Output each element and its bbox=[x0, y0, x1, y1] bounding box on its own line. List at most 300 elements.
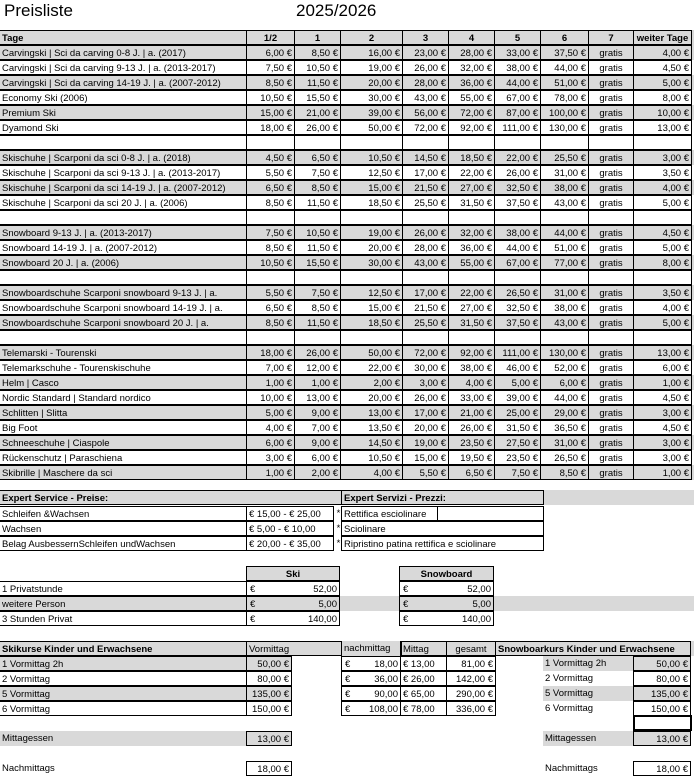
extra-day-cell[interactable]: 3,00 € bbox=[633, 150, 692, 165]
snowboard-course-price[interactable]: 50,00 € bbox=[633, 656, 691, 671]
day-7-cell[interactable]: gratis bbox=[588, 120, 634, 135]
course-vormittag-price[interactable]: 135,00 € bbox=[246, 686, 292, 701]
item-cell[interactable]: Snowboardschuhe Scarponi snowboard 9-13 J. | a. bbox=[0, 285, 247, 300]
day-2-cell[interactable]: 20,00 € bbox=[340, 390, 403, 405]
empty-cell[interactable] bbox=[633, 270, 692, 285]
half-day-cell[interactable]: 8,50 € bbox=[246, 240, 295, 255]
half-day-cell[interactable]: 5,00 € bbox=[246, 405, 295, 420]
day-3-cell[interactable]: 21,50 € bbox=[402, 300, 449, 315]
day-2-cell[interactable]: 18,50 € bbox=[340, 195, 403, 210]
day-6-cell[interactable]: 51,00 € bbox=[540, 240, 589, 255]
empty-cell[interactable] bbox=[294, 330, 341, 345]
day-6-cell[interactable]: 44,00 € bbox=[540, 60, 589, 75]
extra-day-cell[interactable]: 10,00 € bbox=[633, 105, 692, 120]
day-2-cell[interactable]: 12,50 € bbox=[340, 165, 403, 180]
item-cell[interactable]: Carvingski | Sci da carving 14-19 J. | a. (2007-2012) bbox=[0, 75, 247, 90]
service-name-de[interactable]: Wachsen bbox=[0, 521, 247, 536]
header-day-6[interactable]: 6 bbox=[540, 30, 589, 45]
day-3-cell[interactable]: 26,00 € bbox=[402, 225, 449, 240]
day-7-cell[interactable]: gratis bbox=[588, 60, 634, 75]
course-label[interactable]: 6 Vormittag bbox=[0, 701, 247, 716]
private-snowboard-price[interactable]: 5,00 € bbox=[399, 596, 494, 611]
header-half-day[interactable]: 1/2 bbox=[246, 30, 295, 45]
day-1-cell[interactable]: 13,00 € bbox=[294, 390, 341, 405]
day-7-cell[interactable]: gratis bbox=[588, 180, 634, 195]
half-day-cell[interactable]: 1,00 € bbox=[246, 465, 295, 480]
half-day-cell[interactable]: 15,00 € bbox=[246, 105, 295, 120]
extra-day-cell[interactable]: 3,00 € bbox=[633, 450, 692, 465]
course-total-price[interactable]: 336,00 € bbox=[446, 701, 496, 716]
day-6-cell[interactable]: 36,50 € bbox=[540, 420, 589, 435]
day-7-cell[interactable]: gratis bbox=[588, 195, 634, 210]
header-day-2[interactable]: 2 bbox=[340, 30, 403, 45]
day-1-cell[interactable]: 8,50 € bbox=[294, 180, 341, 195]
half-day-cell[interactable]: 7,50 € bbox=[246, 60, 295, 75]
day-6-cell[interactable]: 31,00 € bbox=[540, 435, 589, 450]
day-6-cell[interactable]: 130,00 € bbox=[540, 345, 589, 360]
course-nachmittag-price[interactable]: 18,00 € bbox=[341, 656, 401, 671]
day-2-cell[interactable]: 50,00 € bbox=[340, 345, 403, 360]
empty-cell[interactable] bbox=[402, 330, 449, 345]
day-2-cell[interactable]: 10,50 € bbox=[340, 450, 403, 465]
day-4-cell[interactable]: 26,00 € bbox=[448, 420, 495, 435]
item-cell[interactable]: Telemarski - Tourenski bbox=[0, 345, 247, 360]
empty-cell[interactable] bbox=[588, 330, 634, 345]
day-4-cell[interactable]: 27,00 € bbox=[448, 300, 495, 315]
day-2-cell[interactable]: 4,00 € bbox=[340, 465, 403, 480]
extra-day-cell[interactable]: 3,00 € bbox=[633, 435, 692, 450]
half-day-cell[interactable]: 18,00 € bbox=[246, 345, 295, 360]
half-day-cell[interactable]: 4,00 € bbox=[246, 420, 295, 435]
course-total-price[interactable]: 290,00 € bbox=[446, 686, 496, 701]
day-7-cell[interactable]: gratis bbox=[588, 285, 634, 300]
day-7-cell[interactable]: gratis bbox=[588, 360, 634, 375]
course-label[interactable]: 5 Vormittag bbox=[0, 686, 247, 701]
header-day-3[interactable]: 3 bbox=[402, 30, 449, 45]
day-2-cell[interactable]: 30,00 € bbox=[340, 90, 403, 105]
day-7-cell[interactable]: gratis bbox=[588, 390, 634, 405]
day-6-cell[interactable]: 51,00 € bbox=[540, 75, 589, 90]
course-label[interactable]: 1 Vormittag 2h bbox=[0, 656, 247, 671]
item-cell[interactable]: Premium Ski bbox=[0, 105, 247, 120]
day-2-cell[interactable]: 50,00 € bbox=[340, 120, 403, 135]
item-cell[interactable]: Snowboardschuhe Scarponi snowboard 20 J. | a. bbox=[0, 315, 247, 330]
day-1-cell[interactable]: 15,50 € bbox=[294, 255, 341, 270]
day-7-cell[interactable]: gratis bbox=[588, 315, 634, 330]
day-5-cell[interactable]: 32,50 € bbox=[494, 300, 541, 315]
course-mittag-price[interactable]: € 65,00 bbox=[400, 686, 447, 701]
extra-day-cell[interactable]: 13,00 € bbox=[633, 120, 692, 135]
extra-day-cell[interactable]: 4,50 € bbox=[633, 390, 692, 405]
day-7-cell[interactable]: gratis bbox=[588, 465, 634, 480]
empty-cell[interactable] bbox=[540, 210, 589, 225]
item-cell[interactable]: Skischuhe | Scarponi da sci 0-8 J. | a. (2018) bbox=[0, 150, 247, 165]
snowboard-course-price[interactable]: 150,00 € bbox=[633, 701, 691, 716]
empty-cell[interactable] bbox=[494, 210, 541, 225]
day-6-cell[interactable]: 29,00 € bbox=[540, 405, 589, 420]
day-4-cell[interactable]: 31,50 € bbox=[448, 315, 495, 330]
snowboard-afternoon-label[interactable]: Nachmittags bbox=[545, 763, 598, 774]
service-price[interactable]: € 5,00 - € 10,00 bbox=[246, 521, 334, 536]
item-cell[interactable]: Big Foot bbox=[0, 420, 247, 435]
course-nachmittag-price[interactable]: 108,00 € bbox=[341, 701, 401, 716]
day-1-cell[interactable]: 7,50 € bbox=[294, 165, 341, 180]
day-3-cell[interactable]: 5,50 € bbox=[402, 465, 449, 480]
header-day-1[interactable]: 1 bbox=[294, 30, 341, 45]
header-day-4[interactable]: 4 bbox=[448, 30, 495, 45]
day-6-cell[interactable]: 38,00 € bbox=[540, 180, 589, 195]
private-ski-price[interactable]: 5,00 € bbox=[246, 596, 340, 611]
day-6-cell[interactable]: 38,00 € bbox=[540, 300, 589, 315]
day-2-cell[interactable]: 15,00 € bbox=[340, 300, 403, 315]
empty-cell[interactable] bbox=[633, 135, 692, 150]
day-5-cell[interactable]: 67,00 € bbox=[494, 255, 541, 270]
day-4-cell[interactable]: 32,00 € bbox=[448, 225, 495, 240]
day-7-cell[interactable]: gratis bbox=[588, 225, 634, 240]
half-day-cell[interactable]: 5,50 € bbox=[246, 285, 295, 300]
empty-cell[interactable] bbox=[588, 270, 634, 285]
day-5-cell[interactable]: 22,00 € bbox=[494, 150, 541, 165]
day-4-cell[interactable]: 55,00 € bbox=[448, 90, 495, 105]
extra-day-cell[interactable]: 3,00 € bbox=[633, 405, 692, 420]
day-7-cell[interactable]: gratis bbox=[588, 255, 634, 270]
empty-cell[interactable] bbox=[448, 270, 495, 285]
service-name-de[interactable]: Belag AusbessernSchleifen undWachsen bbox=[0, 536, 247, 551]
day-1-cell[interactable]: 11,50 € bbox=[294, 75, 341, 90]
item-cell[interactable]: Snowboard 20 J. | a. (2006) bbox=[0, 255, 247, 270]
empty-cell[interactable] bbox=[340, 330, 403, 345]
day-1-cell[interactable]: 7,00 € bbox=[294, 420, 341, 435]
half-day-cell[interactable]: 10,00 € bbox=[246, 390, 295, 405]
day-3-cell[interactable]: 26,00 € bbox=[402, 390, 449, 405]
private-label[interactable]: 3 Stunden Privat bbox=[0, 611, 247, 626]
day-6-cell[interactable]: 43,00 € bbox=[540, 315, 589, 330]
day-1-cell[interactable]: 10,50 € bbox=[294, 225, 341, 240]
lunch-label[interactable]: Mittagessen bbox=[0, 731, 248, 746]
day-7-cell[interactable]: gratis bbox=[588, 165, 634, 180]
snowboard-course-label[interactable]: 2 Vormittag bbox=[545, 673, 594, 684]
day-7-cell[interactable]: gratis bbox=[588, 240, 634, 255]
empty-cell[interactable] bbox=[0, 210, 247, 225]
day-4-cell[interactable]: 92,00 € bbox=[448, 120, 495, 135]
half-day-cell[interactable]: 8,50 € bbox=[246, 195, 295, 210]
half-day-cell[interactable]: 6,00 € bbox=[246, 45, 295, 60]
day-5-cell[interactable]: 44,00 € bbox=[494, 240, 541, 255]
course-vormittag-price[interactable]: 80,00 € bbox=[246, 671, 292, 686]
empty-cell[interactable] bbox=[540, 330, 589, 345]
col-vormittag[interactable]: Vormittag bbox=[246, 641, 342, 656]
half-day-cell[interactable]: 1,00 € bbox=[246, 375, 295, 390]
item-cell[interactable]: Telemarkschuhe - Tourenskischuhe bbox=[0, 360, 247, 375]
day-1-cell[interactable]: 26,00 € bbox=[294, 120, 341, 135]
extra-day-cell[interactable]: 5,00 € bbox=[633, 240, 692, 255]
day-1-cell[interactable]: 9,00 € bbox=[294, 435, 341, 450]
extra-day-cell[interactable]: 4,00 € bbox=[633, 45, 692, 60]
empty-cell[interactable] bbox=[246, 135, 295, 150]
day-3-cell[interactable]: 28,00 € bbox=[402, 75, 449, 90]
empty-cell[interactable] bbox=[294, 210, 341, 225]
day-4-cell[interactable]: 92,00 € bbox=[448, 345, 495, 360]
day-5-cell[interactable]: 44,00 € bbox=[494, 75, 541, 90]
day-7-cell[interactable]: gratis bbox=[588, 45, 634, 60]
extra-day-cell[interactable]: 4,50 € bbox=[633, 420, 692, 435]
half-day-cell[interactable]: 6,50 € bbox=[246, 180, 295, 195]
col-mittag[interactable]: Mittag bbox=[400, 641, 447, 656]
day-3-cell[interactable]: 30,00 € bbox=[402, 360, 449, 375]
day-4-cell[interactable]: 55,00 € bbox=[448, 255, 495, 270]
col-gesamt[interactable]: gesamt bbox=[446, 641, 496, 656]
empty-cell[interactable] bbox=[340, 210, 403, 225]
day-4-cell[interactable]: 27,00 € bbox=[448, 180, 495, 195]
empty-cell[interactable] bbox=[402, 210, 449, 225]
day-5-cell[interactable]: 111,00 € bbox=[494, 345, 541, 360]
day-4-cell[interactable]: 36,00 € bbox=[448, 75, 495, 90]
day-5-cell[interactable]: 23,50 € bbox=[494, 450, 541, 465]
day-4-cell[interactable]: 38,00 € bbox=[448, 360, 495, 375]
day-5-cell[interactable]: 87,00 € bbox=[494, 105, 541, 120]
day-3-cell[interactable]: 72,00 € bbox=[402, 345, 449, 360]
empty-cell[interactable] bbox=[246, 210, 295, 225]
day-5-cell[interactable]: 38,00 € bbox=[494, 225, 541, 240]
day-5-cell[interactable]: 39,00 € bbox=[494, 390, 541, 405]
day-6-cell[interactable]: 44,00 € bbox=[540, 225, 589, 240]
ski-header[interactable]: Ski bbox=[246, 566, 340, 581]
empty-cell[interactable] bbox=[448, 210, 495, 225]
item-cell[interactable]: Skibrille | Maschere da sci bbox=[0, 465, 247, 480]
half-day-cell[interactable]: 7,50 € bbox=[246, 225, 295, 240]
half-day-cell[interactable]: 8,50 € bbox=[246, 75, 295, 90]
half-day-cell[interactable]: 4,50 € bbox=[246, 150, 295, 165]
day-5-cell[interactable]: 46,00 € bbox=[494, 360, 541, 375]
course-vormittag-price[interactable]: 150,00 € bbox=[246, 701, 292, 716]
day-5-cell[interactable]: 37,50 € bbox=[494, 195, 541, 210]
empty-cell[interactable] bbox=[246, 270, 295, 285]
day-3-cell[interactable]: 43,00 € bbox=[402, 90, 449, 105]
item-cell[interactable]: Carvingski | Sci da carving 9-13 J. | a. (2013-2017) bbox=[0, 60, 247, 75]
service-name-it[interactable]: Rettifica esciolinare bbox=[341, 506, 438, 521]
day-2-cell[interactable]: 19,00 € bbox=[340, 60, 403, 75]
snowboard-lunch-price[interactable]: 13,00 € bbox=[633, 731, 691, 746]
day-5-cell[interactable]: 25,00 € bbox=[494, 405, 541, 420]
extra-day-cell[interactable]: 13,00 € bbox=[633, 345, 692, 360]
header-item[interactable]: Tage bbox=[0, 30, 247, 45]
item-cell[interactable]: Helm | Casco bbox=[0, 375, 247, 390]
header-extra-day[interactable]: weiter Tage bbox=[633, 30, 692, 45]
course-mittag-price[interactable]: € 26,00 bbox=[400, 671, 447, 686]
service-name-it[interactable]: Sciolinare bbox=[341, 521, 544, 536]
extra-day-cell[interactable]: 8,00 € bbox=[633, 90, 692, 105]
private-ski-price[interactable]: 140,00 € bbox=[246, 611, 340, 626]
day-4-cell[interactable]: 18,50 € bbox=[448, 150, 495, 165]
day-2-cell[interactable]: 20,00 € bbox=[340, 75, 403, 90]
day-4-cell[interactable]: 22,00 € bbox=[448, 165, 495, 180]
snowboard-course-label[interactable]: 6 Vormittag bbox=[545, 703, 594, 714]
empty-cell[interactable] bbox=[0, 330, 247, 345]
item-cell[interactable]: Schneeschuhe | Ciaspole bbox=[0, 435, 247, 450]
extra-day-cell[interactable]: 3,50 € bbox=[633, 285, 692, 300]
day-3-cell[interactable]: 19,00 € bbox=[402, 435, 449, 450]
service-title-de[interactable]: Expert Service - Preise: bbox=[0, 490, 342, 505]
course-total-price[interactable]: 142,00 € bbox=[446, 671, 496, 686]
course-title[interactable]: Skikurse Kinder und Erwachsene bbox=[0, 641, 247, 656]
extra-day-cell[interactable]: 4,50 € bbox=[633, 225, 692, 240]
day-4-cell[interactable]: 32,00 € bbox=[448, 60, 495, 75]
day-3-cell[interactable]: 25,50 € bbox=[402, 315, 449, 330]
snowboard-course-label[interactable]: 1 Vormittag 2h bbox=[543, 656, 635, 671]
day-4-cell[interactable]: 72,00 € bbox=[448, 105, 495, 120]
item-cell[interactable]: Rückenschutz | Paraschiena bbox=[0, 450, 247, 465]
snowboard-afternoon-price[interactable]: 18,00 € bbox=[633, 761, 691, 776]
service-title-it[interactable]: Expert Servizi - Prezzi: bbox=[341, 490, 544, 505]
day-7-cell[interactable]: gratis bbox=[588, 150, 634, 165]
service-mark[interactable]: * bbox=[336, 538, 341, 549]
day-1-cell[interactable]: 9,00 € bbox=[294, 405, 341, 420]
half-day-cell[interactable]: 3,00 € bbox=[246, 450, 295, 465]
item-cell[interactable]: Schlitten | Slitta bbox=[0, 405, 247, 420]
day-6-cell[interactable]: 25,50 € bbox=[540, 150, 589, 165]
day-5-cell[interactable]: 38,00 € bbox=[494, 60, 541, 75]
day-7-cell[interactable]: gratis bbox=[588, 420, 634, 435]
day-1-cell[interactable]: 11,50 € bbox=[294, 315, 341, 330]
extra-day-cell[interactable]: 5,00 € bbox=[633, 75, 692, 90]
empty-cell[interactable] bbox=[633, 210, 692, 225]
private-label[interactable]: weitere Person bbox=[0, 596, 247, 611]
day-7-cell[interactable]: gratis bbox=[588, 105, 634, 120]
day-6-cell[interactable]: 77,00 € bbox=[540, 255, 589, 270]
lunch-price[interactable]: 13,00 € bbox=[246, 731, 292, 746]
day-2-cell[interactable]: 19,00 € bbox=[340, 225, 403, 240]
day-6-cell[interactable]: 6,00 € bbox=[540, 375, 589, 390]
service-price[interactable]: € 20,00 - € 35,00 bbox=[246, 536, 334, 551]
day-1-cell[interactable]: 8,50 € bbox=[294, 300, 341, 315]
day-5-cell[interactable]: 26,50 € bbox=[494, 285, 541, 300]
half-day-cell[interactable]: 6,00 € bbox=[246, 435, 295, 450]
day-1-cell[interactable]: 6,00 € bbox=[294, 450, 341, 465]
extra-day-cell[interactable]: 1,00 € bbox=[633, 375, 692, 390]
extra-day-cell[interactable]: 4,00 € bbox=[633, 180, 692, 195]
day-4-cell[interactable]: 28,00 € bbox=[448, 45, 495, 60]
half-day-cell[interactable]: 8,50 € bbox=[246, 315, 295, 330]
day-1-cell[interactable]: 11,50 € bbox=[294, 195, 341, 210]
day-7-cell[interactable]: gratis bbox=[588, 405, 634, 420]
day-3-cell[interactable]: 14,50 € bbox=[402, 150, 449, 165]
day-5-cell[interactable]: 33,00 € bbox=[494, 45, 541, 60]
day-6-cell[interactable]: 37,50 € bbox=[540, 45, 589, 60]
day-3-cell[interactable]: 72,00 € bbox=[402, 120, 449, 135]
day-6-cell[interactable]: 100,00 € bbox=[540, 105, 589, 120]
day-5-cell[interactable]: 26,00 € bbox=[494, 165, 541, 180]
day-2-cell[interactable]: 13,50 € bbox=[340, 420, 403, 435]
course-mittag-price[interactable]: € 13,00 bbox=[400, 656, 447, 671]
private-snowboard-price[interactable]: 52,00 € bbox=[399, 581, 494, 596]
day-1-cell[interactable]: 7,50 € bbox=[294, 285, 341, 300]
day-1-cell[interactable]: 8,50 € bbox=[294, 45, 341, 60]
afternoon-label[interactable]: Nachmittags bbox=[2, 763, 55, 774]
course-nachmittag-price[interactable]: 90,00 € bbox=[341, 686, 401, 701]
day-3-cell[interactable]: 3,00 € bbox=[402, 375, 449, 390]
item-cell[interactable]: Nordic Standard | Standard nordico bbox=[0, 390, 247, 405]
day-6-cell[interactable]: 44,00 € bbox=[540, 390, 589, 405]
day-7-cell[interactable]: gratis bbox=[588, 375, 634, 390]
day-3-cell[interactable]: 26,00 € bbox=[402, 60, 449, 75]
day-3-cell[interactable]: 17,00 € bbox=[402, 285, 449, 300]
item-cell[interactable]: Snowboard 14-19 J. | a. (2007-2012) bbox=[0, 240, 247, 255]
service-mark[interactable]: * bbox=[336, 523, 341, 534]
day-1-cell[interactable]: 2,00 € bbox=[294, 465, 341, 480]
snowboard-course-price[interactable]: 80,00 € bbox=[633, 671, 691, 686]
active-cell-selection[interactable] bbox=[633, 715, 692, 731]
half-day-cell[interactable]: 10,50 € bbox=[246, 255, 295, 270]
extra-day-cell[interactable]: 6,00 € bbox=[633, 360, 692, 375]
day-4-cell[interactable]: 4,00 € bbox=[448, 375, 495, 390]
item-cell[interactable]: Economy Ski (2006) bbox=[0, 90, 247, 105]
course-vormittag-price[interactable]: 50,00 € bbox=[246, 656, 292, 671]
service-name-it[interactable]: Ripristino patina rettifica e sciolinare bbox=[341, 536, 544, 551]
service-mark[interactable]: * bbox=[336, 508, 341, 519]
day-7-cell[interactable]: gratis bbox=[588, 450, 634, 465]
day-7-cell[interactable]: gratis bbox=[588, 300, 634, 315]
empty-cell[interactable] bbox=[494, 135, 541, 150]
empty-cell[interactable] bbox=[402, 135, 449, 150]
service-price[interactable]: € 15,00 - € 25,00 bbox=[246, 506, 334, 521]
empty-cell[interactable] bbox=[540, 135, 589, 150]
day-4-cell[interactable]: 23,50 € bbox=[448, 435, 495, 450]
day-4-cell[interactable]: 31,50 € bbox=[448, 195, 495, 210]
half-day-cell[interactable]: 10,50 € bbox=[246, 90, 295, 105]
half-day-cell[interactable]: 7,00 € bbox=[246, 360, 295, 375]
snowboard-course-label[interactable]: 5 Vormittag bbox=[543, 686, 635, 701]
day-2-cell[interactable]: 15,00 € bbox=[340, 180, 403, 195]
day-4-cell[interactable]: 6,50 € bbox=[448, 465, 495, 480]
day-2-cell[interactable]: 10,50 € bbox=[340, 150, 403, 165]
day-4-cell[interactable]: 22,00 € bbox=[448, 285, 495, 300]
snowboard-header[interactable]: Snowboard bbox=[399, 566, 494, 581]
day-2-cell[interactable]: 13,00 € bbox=[340, 405, 403, 420]
private-ski-price[interactable]: 52,00 € bbox=[246, 581, 340, 596]
empty-cell[interactable] bbox=[494, 330, 541, 345]
day-5-cell[interactable]: 37,50 € bbox=[494, 315, 541, 330]
day-5-cell[interactable]: 5,00 € bbox=[494, 375, 541, 390]
service-name-de[interactable]: Schleifen &Wachsen bbox=[0, 506, 247, 521]
extra-day-cell[interactable]: 4,00 € bbox=[633, 300, 692, 315]
empty-cell[interactable] bbox=[340, 270, 403, 285]
course-mittag-price[interactable]: € 78,00 bbox=[400, 701, 447, 716]
snowboard-course-title[interactable]: Snowboarkurs Kinder und Erwachsene bbox=[495, 641, 691, 656]
day-6-cell[interactable]: 26,50 € bbox=[540, 450, 589, 465]
day-1-cell[interactable]: 11,50 € bbox=[294, 240, 341, 255]
empty-cell[interactable] bbox=[294, 270, 341, 285]
day-2-cell[interactable]: 14,50 € bbox=[340, 435, 403, 450]
day-2-cell[interactable]: 20,00 € bbox=[340, 240, 403, 255]
header-day-7[interactable]: 7 bbox=[588, 30, 634, 45]
day-5-cell[interactable]: 111,00 € bbox=[494, 120, 541, 135]
course-total-price[interactable]: 81,00 € bbox=[446, 656, 496, 671]
empty-cell[interactable] bbox=[0, 135, 247, 150]
day-4-cell[interactable]: 36,00 € bbox=[448, 240, 495, 255]
day-5-cell[interactable]: 31,50 € bbox=[494, 420, 541, 435]
day-3-cell[interactable]: 25,50 € bbox=[402, 195, 449, 210]
empty-cell[interactable] bbox=[294, 135, 341, 150]
empty-cell[interactable] bbox=[246, 330, 295, 345]
day-2-cell[interactable]: 30,00 € bbox=[340, 255, 403, 270]
day-1-cell[interactable]: 12,00 € bbox=[294, 360, 341, 375]
empty-cell[interactable] bbox=[340, 135, 403, 150]
empty-cell[interactable] bbox=[448, 330, 495, 345]
day-1-cell[interactable]: 26,00 € bbox=[294, 345, 341, 360]
empty-cell[interactable] bbox=[588, 210, 634, 225]
item-cell[interactable]: Skischuhe | Scarponi da sci 9-13 J. | a. (2013-2017) bbox=[0, 165, 247, 180]
empty-cell[interactable] bbox=[588, 135, 634, 150]
